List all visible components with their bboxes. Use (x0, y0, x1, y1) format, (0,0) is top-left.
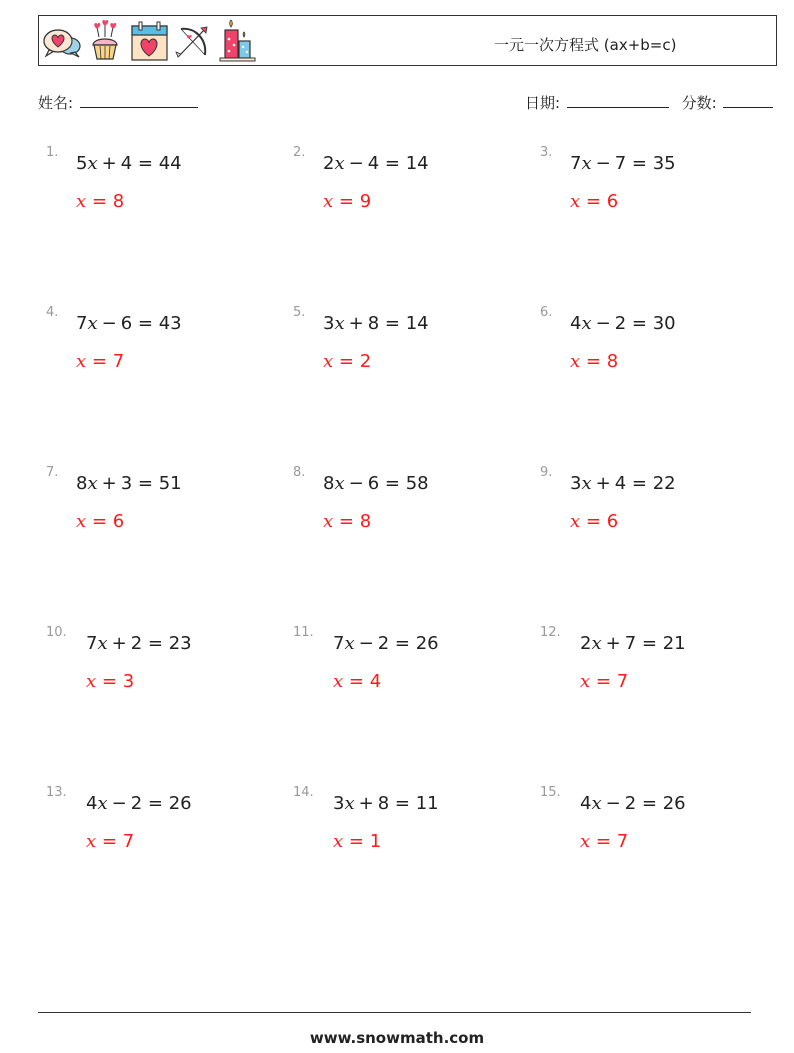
answer-value: 4 (369, 671, 382, 692)
problem-equation (323, 473, 429, 494)
equation-coefficient: 2 (323, 153, 335, 174)
equation-constant-c: 14 (405, 153, 429, 174)
answer-value: 1 (369, 831, 382, 852)
problem-answer (333, 671, 381, 692)
equation-equals-sign: = (636, 633, 663, 654)
equation-variable: x (581, 313, 592, 334)
problem-number: 14. (293, 785, 314, 800)
equation-equals-sign: = (132, 153, 159, 174)
answer-equals: = (343, 671, 370, 692)
equation-constant-c: 58 (405, 473, 429, 494)
problem-number: 6. (540, 305, 553, 320)
date-label: 日期: (525, 94, 561, 112)
answer-variable: x (333, 671, 344, 692)
equation-variable: x (87, 473, 98, 494)
answer-variable: x (86, 671, 97, 692)
equation-constant-b: 2 (377, 633, 390, 654)
problem-answer (580, 671, 628, 692)
problem-item (46, 145, 286, 245)
problem-item (540, 625, 780, 725)
answer-value: 6 (112, 511, 125, 532)
equation-constant-b: 2 (130, 793, 143, 814)
equation-variable: x (334, 473, 345, 494)
problem-equation (333, 793, 439, 814)
equation-variable: x (334, 313, 345, 334)
problem-item (540, 145, 780, 245)
equation-equals-sign: = (132, 473, 159, 494)
equation-equals-sign: = (142, 793, 169, 814)
problem-answer (323, 351, 371, 372)
equation-constant-c: 44 (158, 153, 182, 174)
answer-value: 8 (359, 511, 372, 532)
answer-variable: x (76, 511, 87, 532)
equation-coefficient: 7 (333, 633, 345, 654)
answer-equals: = (590, 671, 617, 692)
equation-variable: x (97, 633, 108, 654)
problem-number: 7. (46, 465, 59, 480)
equation-constant-c: 26 (168, 793, 192, 814)
answer-equals: = (333, 191, 360, 212)
problem-number: 5. (293, 305, 306, 320)
equation-constant-b: 2 (130, 633, 143, 654)
equation-equals-sign: = (626, 153, 653, 174)
problem-number: 13. (46, 785, 67, 800)
footer-url: www.snowmath.com (309, 1029, 485, 1047)
problem-number: 12. (540, 625, 561, 640)
date-score-row (525, 92, 773, 113)
problem-number: 9. (540, 465, 553, 480)
problem-equation (570, 473, 676, 494)
worksheet-title: 一元一次方程式 (ax+b=c) (494, 36, 677, 54)
answer-variable: x (570, 351, 581, 372)
header-icons (41, 19, 258, 63)
equation-coefficient: 8 (323, 473, 335, 494)
equation-operator: + (101, 153, 117, 174)
answer-value: 8 (112, 191, 125, 212)
equation-equals-sign: = (389, 793, 416, 814)
problem-number: 4. (46, 305, 59, 320)
equation-coefficient: 4 (86, 793, 98, 814)
name-row (38, 92, 198, 113)
equation-constant-c: 35 (652, 153, 676, 174)
footer-divider (38, 1012, 751, 1013)
problem-item (293, 145, 533, 245)
answer-value: 6 (606, 191, 619, 212)
equation-constant-c: 43 (158, 313, 182, 334)
problem-equation (323, 153, 429, 174)
equation-variable: x (591, 793, 602, 814)
equation-constant-c: 21 (662, 633, 686, 654)
equation-constant-b: 3 (120, 473, 133, 494)
equation-variable: x (334, 153, 345, 174)
problem-item (293, 465, 533, 565)
answer-value: 8 (606, 351, 619, 372)
problem-equation (333, 633, 439, 654)
equation-constant-b: 8 (367, 313, 380, 334)
score-blank[interactable] (723, 92, 773, 108)
answer-equals: = (333, 511, 360, 532)
equation-operator: + (101, 473, 117, 494)
equation-coefficient: 8 (76, 473, 88, 494)
problem-answer (86, 831, 134, 852)
answer-variable: x (323, 511, 334, 532)
equation-equals-sign: = (626, 313, 653, 334)
answer-variable: x (580, 671, 591, 692)
equation-variable: x (87, 153, 98, 174)
answer-value: 3 (122, 671, 135, 692)
problem-item (293, 625, 533, 725)
problem-number: 10. (46, 625, 67, 640)
equation-coefficient: 5 (76, 153, 88, 174)
problem-item (46, 625, 286, 725)
equation-operator: − (605, 793, 621, 814)
equation-equals-sign: = (379, 153, 406, 174)
equation-operator: − (101, 313, 117, 334)
equation-equals-sign: = (379, 313, 406, 334)
problem-answer (570, 511, 618, 532)
answer-equals: = (86, 191, 113, 212)
equation-coefficient: 4 (580, 793, 592, 814)
equation-coefficient: 7 (76, 313, 88, 334)
answer-equals: = (590, 831, 617, 852)
equation-operator: − (348, 153, 364, 174)
equation-operator: − (111, 793, 127, 814)
problem-equation (76, 153, 182, 174)
equation-operator: − (358, 633, 374, 654)
answer-variable: x (570, 511, 581, 532)
answer-value: 9 (359, 191, 372, 212)
answer-equals: = (333, 351, 360, 372)
equation-constant-b: 6 (120, 313, 133, 334)
equation-variable: x (344, 633, 355, 654)
problem-number: 15. (540, 785, 561, 800)
answer-value: 2 (359, 351, 372, 372)
answer-variable: x (76, 351, 87, 372)
equation-coefficient: 3 (323, 313, 335, 334)
equation-coefficient: 2 (580, 633, 592, 654)
name-blank[interactable] (80, 92, 198, 108)
score-label: 分数: (681, 94, 717, 112)
problem-item (46, 785, 286, 885)
problem-answer (86, 671, 134, 692)
problem-equation (76, 313, 182, 334)
equation-operator: + (348, 313, 364, 334)
equation-coefficient: 4 (570, 313, 582, 334)
equation-constant-b: 7 (624, 633, 637, 654)
answer-variable: x (570, 191, 581, 212)
equation-constant-b: 7 (614, 153, 627, 174)
equation-constant-b: 8 (377, 793, 390, 814)
equation-variable: x (581, 473, 592, 494)
problem-equation (570, 153, 676, 174)
answer-value: 6 (606, 511, 619, 532)
equation-equals-sign: = (132, 313, 159, 334)
equation-variable: x (581, 153, 592, 174)
worksheet-header (38, 15, 777, 66)
problem-equation (76, 473, 182, 494)
equation-constant-b: 4 (120, 153, 133, 174)
equation-constant-c: 51 (158, 473, 182, 494)
equation-constant-b: 4 (367, 153, 380, 174)
equation-constant-b: 6 (367, 473, 380, 494)
equation-variable: x (591, 633, 602, 654)
answer-equals: = (96, 671, 123, 692)
problem-number: 11. (293, 625, 314, 640)
problem-item (540, 305, 780, 405)
answer-equals: = (96, 831, 123, 852)
equation-operator: − (595, 153, 611, 174)
problem-answer (323, 511, 371, 532)
problem-answer (580, 831, 628, 852)
equation-variable: x (344, 793, 355, 814)
equation-variable: x (97, 793, 108, 814)
problem-item (540, 785, 780, 885)
answer-value: 7 (122, 831, 135, 852)
problem-equation (86, 793, 192, 814)
equation-equals-sign: = (389, 633, 416, 654)
equation-constant-c: 23 (168, 633, 192, 654)
equation-equals-sign: = (636, 793, 663, 814)
problem-equation (580, 793, 686, 814)
problem-item (46, 305, 286, 405)
speech-heart-icon (41, 19, 82, 63)
problem-item (293, 305, 533, 405)
date-blank[interactable] (567, 92, 669, 108)
equation-variable: x (87, 313, 98, 334)
answer-equals: = (580, 351, 607, 372)
answer-variable: x (333, 831, 344, 852)
problem-answer (76, 191, 124, 212)
equation-coefficient: 7 (570, 153, 582, 174)
equation-constant-b: 2 (614, 313, 627, 334)
answer-equals: = (580, 511, 607, 532)
problem-item (540, 465, 780, 565)
answer-variable: x (580, 831, 591, 852)
equation-constant-c: 11 (415, 793, 439, 814)
equation-coefficient: 3 (333, 793, 345, 814)
bow-arrow-icon (173, 19, 214, 63)
answer-equals: = (343, 831, 370, 852)
answer-value: 7 (112, 351, 125, 372)
equation-equals-sign: = (626, 473, 653, 494)
equation-constant-c: 26 (415, 633, 439, 654)
equation-constant-b: 4 (614, 473, 627, 494)
equation-operator: − (595, 313, 611, 334)
calendar-heart-icon (129, 19, 170, 63)
equation-operator: + (111, 633, 127, 654)
problem-equation (580, 633, 686, 654)
problem-number: 1. (46, 145, 59, 160)
answer-variable: x (323, 351, 334, 372)
problem-equation (86, 633, 192, 654)
problem-answer (76, 351, 124, 372)
problem-answer (570, 191, 618, 212)
answer-equals: = (580, 191, 607, 212)
problem-number: 3. (540, 145, 553, 160)
equation-constant-c: 22 (652, 473, 676, 494)
problem-answer (76, 511, 124, 532)
problem-equation (323, 313, 429, 334)
equation-coefficient: 7 (86, 633, 98, 654)
equation-coefficient: 3 (570, 473, 582, 494)
equation-operator: + (595, 473, 611, 494)
cupcake-hearts-icon (85, 19, 126, 63)
equation-constant-c: 30 (652, 313, 676, 334)
candles-icon (217, 19, 258, 63)
equation-operator: + (358, 793, 374, 814)
equation-equals-sign: = (379, 473, 406, 494)
answer-equals: = (86, 511, 113, 532)
equation-constant-c: 26 (662, 793, 686, 814)
equation-constant-c: 14 (405, 313, 429, 334)
problem-answer (570, 351, 618, 372)
problem-number: 2. (293, 145, 306, 160)
problem-equation (570, 313, 676, 334)
equation-constant-b: 2 (624, 793, 637, 814)
answer-variable: x (323, 191, 334, 212)
problem-item (46, 465, 286, 565)
name-label: 姓名: (38, 94, 74, 112)
problem-item (293, 785, 533, 885)
answer-value: 7 (616, 831, 629, 852)
answer-variable: x (76, 191, 87, 212)
equation-operator: + (605, 633, 621, 654)
equation-equals-sign: = (142, 633, 169, 654)
answer-value: 7 (616, 671, 629, 692)
equation-operator: − (348, 473, 364, 494)
answer-variable: x (86, 831, 97, 852)
answer-equals: = (86, 351, 113, 372)
problem-answer (333, 831, 381, 852)
problem-answer (323, 191, 371, 212)
problem-number: 8. (293, 465, 306, 480)
